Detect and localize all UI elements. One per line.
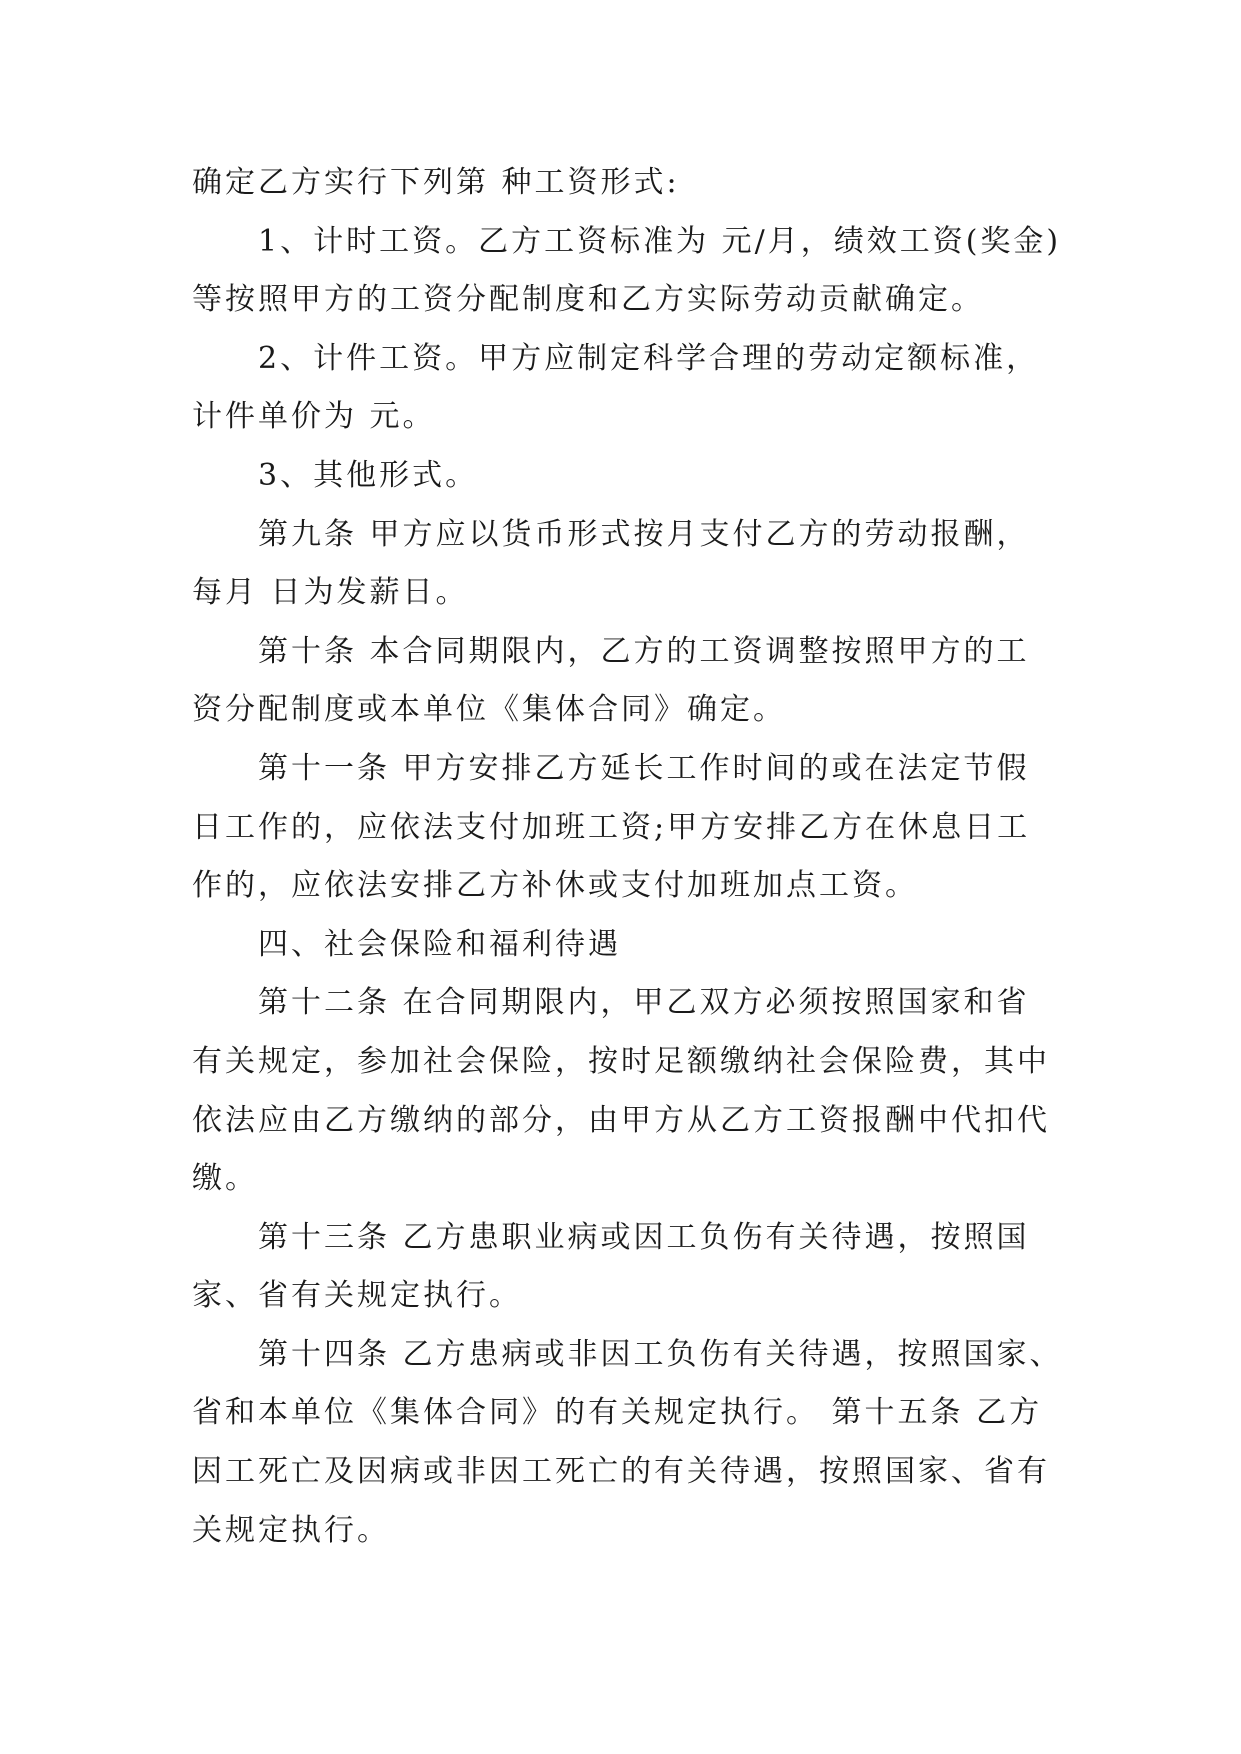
text-line: 因工死亡及因病或非因工死亡的有关待遇，按照国家、省有 [192,1454,1050,1490]
text-line: 家、省有关规定执行。 [192,1278,522,1314]
section-heading: 四、社会保险和福利待遇 [258,926,621,962]
text-line: 计件单价为 元。 [192,399,436,435]
text-line: 省和本单位《集体合同》的有关规定执行。 第十五条 乙方 [192,1395,1043,1431]
text-line: 第十四条 乙方患病或非因工负伤有关待遇，按照国家、 [258,1336,1063,1372]
text-line: 日工作的，应依法支付加班工资;甲方安排乙方在休息日工 [192,809,1031,845]
text-line: 2、计件工资。甲方应制定科学合理的劳动定额标准， [258,340,1040,376]
text-line: 依法应由乙方缴纳的部分，由甲方从乙方工资报酬中代扣代 [192,1102,1050,1138]
text-line: 等按照甲方的工资分配制度和乙方实际劳动贡献确定。 [192,282,984,318]
text-line: 每月 日为发薪日。 [192,575,469,611]
text-line: 3、其他形式。 [258,457,479,493]
text-line: 第十一条 甲方安排乙方延长工作时间的或在法定节假 [258,750,1030,786]
text-line: 第十二条 在合同期限内，甲乙双方必须按照国家和省 [258,985,1030,1021]
text-line: 第九条 甲方应以货币形式按月支付乙方的劳动报酬， [258,516,1030,552]
text-line: 第十条 本合同期限内，乙方的工资调整按照甲方的工 [258,633,1030,669]
text-line: 有关规定，参加社会保险，按时足额缴纳社会保险费，其中 [192,1043,1050,1079]
text-line: 作的，应依法安排乙方补休或支付加班加点工资。 [192,868,918,904]
text-line: 第十三条 乙方患职业病或因工负伤有关待遇，按照国 [258,1219,1030,1255]
text-line: 资分配制度或本单位《集体合同》确定。 [192,692,786,728]
text-line: 1、计时工资。乙方工资标准为 元/月，绩效工资(奖金) [258,223,1062,259]
text-line: 确定乙方实行下列第 种工资形式: [192,165,680,200]
document-body [192,154,1063,1560]
text-line: 缴。 [192,1161,258,1197]
text-line: 关规定执行。 [192,1512,390,1548]
